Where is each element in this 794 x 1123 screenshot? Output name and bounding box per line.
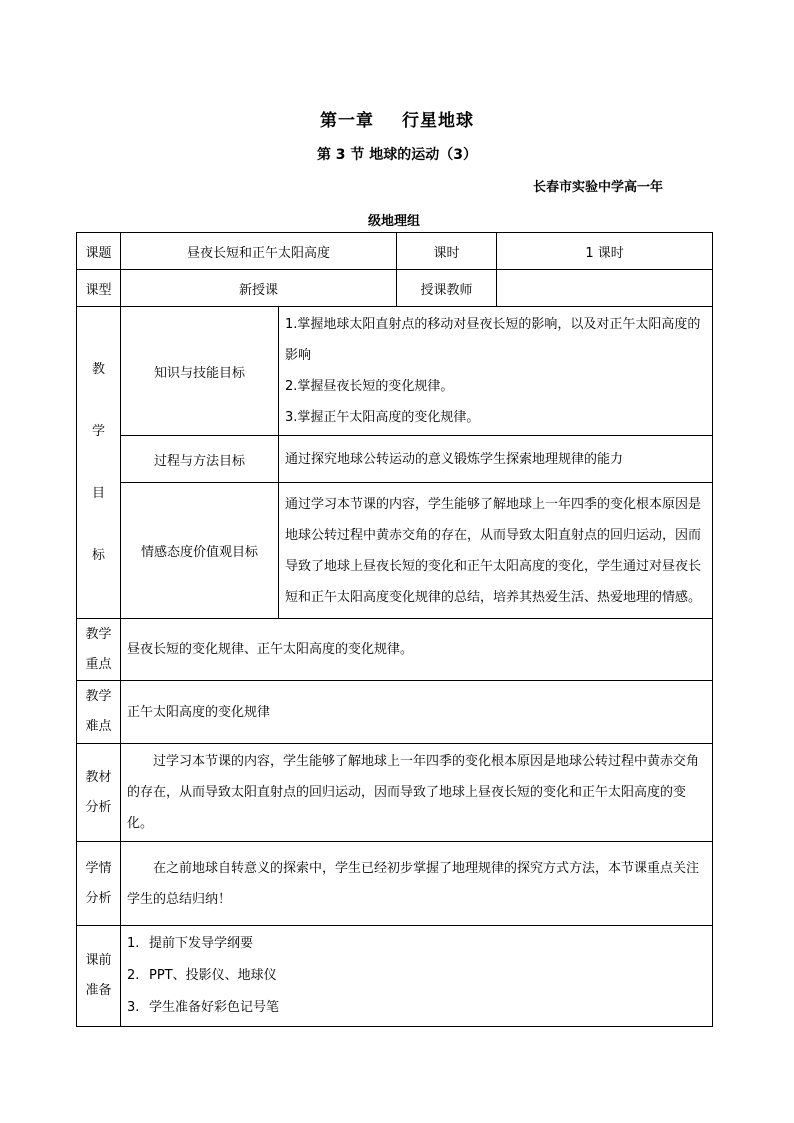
goals-label [77,307,121,619]
goal-process-label: 过程与方法目标 [121,436,279,483]
hours-value: 1 课时 [497,233,713,270]
preparation-label: 课前 准备 [77,926,121,1027]
goal-knowledge-content [279,307,713,436]
goal-knowledge-item: 2.掌握昼夜长短的变化规律。 [285,379,454,394]
goal-process-content: 通过探究地球公转运动的意义锻炼学生探索地理规律的能力 [279,436,713,483]
goal-knowledge-item: 1.掌握地球太阳直射点的移动对昼夜长短的影响，以及对正午太阳高度的影响 [285,317,701,363]
topic-value: 昼夜长短和正午太阳高度 [121,233,397,270]
table-row [77,926,713,1027]
key-points-content: 昼夜长短的变化规律、正午太阳高度的变化规律。 [121,619,713,681]
goal-emotion-label: 情感态度价值观目标 [121,483,279,619]
section-title: 第 3 节 地球的运动（3） [316,147,478,163]
teacher-label: 授课教师 [397,270,497,307]
table-row [77,307,713,436]
difficulty-label: 教学 难点 [77,681,121,744]
key-points-label: 教学 重点 [77,619,121,681]
material-analysis-content: 过学习本节课的内容，学生能够了解地球上一年四季的变化根本原因是地球公转过程中黄赤交角的存在，从而导致太阳直射点的回归运动，因而导致了地球上昼夜长短的变化和正午太阳高度的变化。 [121,744,713,842]
goals-label-char: 目 [91,485,105,501]
goal-knowledge-label: 知识与技能目标 [121,307,279,436]
table-row [77,233,713,270]
school-line-1: 长春市实验中学高一年 [533,180,664,195]
topic-label: 课题 [77,233,121,270]
preparation-content [121,926,713,1027]
table-row [77,483,713,619]
chapter-title [0,106,794,131]
student-analysis-label: 学情 分析 [77,842,121,926]
table-row [77,270,713,307]
list-item: 1. 提前下发导学纲要 [127,936,254,951]
chapter-name: 行星地球 [402,111,474,131]
goal-knowledge-item: 3.掌握正午太阳高度的变化规律。 [285,410,480,425]
goal-emotion-content: 通过学习本节课的内容，学生能够了解地球上一年四季的变化根本原因是地球公转过程中黄赤交角的存在，从而导致太阳直射点的回归运动，因而导致了地球上昼夜长短的变化和正午太阳高度的变化，学生通过对昼夜长短和正午太阳高度变化规律的总结，培养其热爱生活、热爱地理的情感。 [279,483,713,619]
table-row [77,842,713,926]
difficulty-content: 正午太阳高度的变化规律 [121,681,713,744]
type-value: 新授课 [121,270,397,307]
table-row [77,681,713,744]
goals-label-char: 标 [91,547,105,563]
list-item: 2. PPT、投影仪、地球仪 [127,968,277,983]
chapter-number: 第一章 [320,111,374,131]
list-item: 3. 学生准备好彩色记号笔 [127,1000,280,1015]
lesson-plan-table [76,232,713,1027]
school-line-2: 级地理组 [368,214,421,229]
student-analysis-content: 在之前地球自转意义的探索中，学生已经初步掌握了地理规律的探究方式方法，本节课重点关注学生的总结归纳！ [121,842,713,926]
goals-label-char: 教 [91,361,105,377]
table-row [77,436,713,483]
hours-label: 课时 [397,233,497,270]
table-row [77,619,713,681]
teacher-value [497,270,713,307]
type-label: 课型 [77,270,121,307]
goals-label-char: 学 [91,423,105,439]
material-analysis-label: 教材 分析 [77,744,121,842]
table-row [77,744,713,842]
